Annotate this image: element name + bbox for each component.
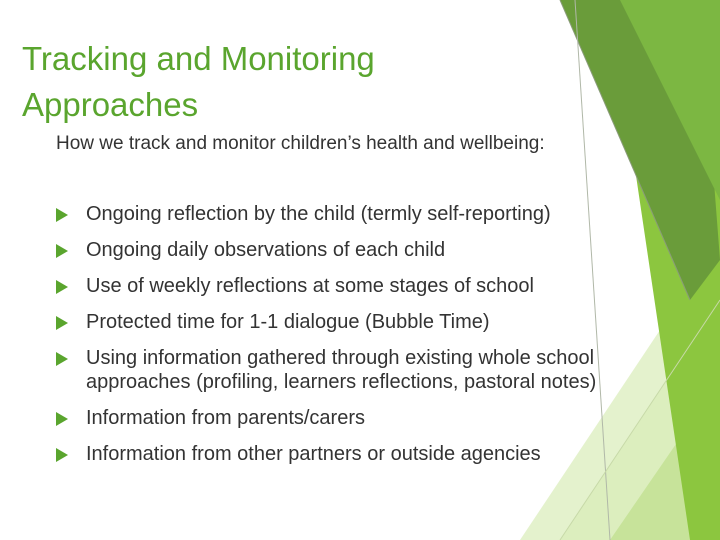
bullet-text: Protected time for 1-1 dialogue (Bubble Time)	[86, 311, 490, 333]
bullet-item	[56, 310, 656, 334]
triangle-bullet-icon	[56, 208, 68, 222]
bullet-list	[56, 202, 656, 478]
triangle-bullet-icon	[56, 352, 68, 366]
slide-title: Tracking and Monitoring Approaches	[22, 40, 375, 123]
triangle-bullet-icon	[56, 412, 68, 426]
bullet-text: Ongoing daily observations of each child	[86, 239, 446, 261]
bullet-item	[56, 202, 656, 226]
bullet-text: Ongoing reflection by the child (termly self-reporting)	[86, 203, 551, 225]
bullet-item	[56, 406, 656, 430]
bullet-text: Information from parents/carers	[86, 407, 365, 429]
bullet-item	[56, 274, 656, 298]
triangle-bullet-icon	[56, 448, 68, 462]
triangle-bullet-icon	[56, 316, 68, 330]
slide-subtitle: How we track and monitor children’s health and wellbeing:	[56, 133, 545, 154]
triangle-bullet-icon	[56, 280, 68, 294]
bullet-item	[56, 238, 656, 262]
bullet-text: Information from other partners or outside agencies	[86, 443, 541, 465]
bullet-text: Using information gathered through existing whole school approaches (profiling, learners reflections, pastoral notes)	[86, 347, 597, 393]
triangle-bullet-icon	[56, 244, 68, 258]
bullet-item	[56, 442, 656, 466]
bullet-text: Use of weekly reflections at some stages of school	[86, 275, 534, 297]
bullet-item	[56, 346, 656, 394]
